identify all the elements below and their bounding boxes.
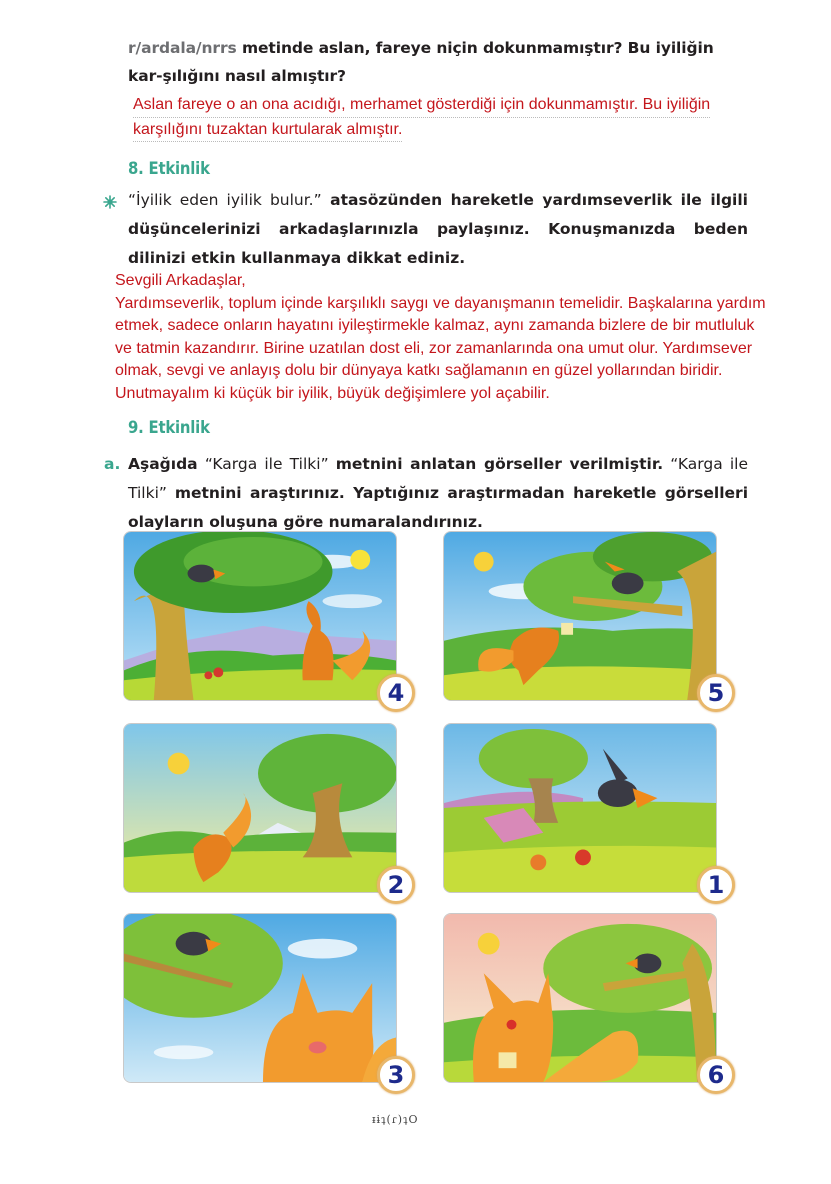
story-image-crow-steals-cheese xyxy=(443,723,717,893)
answer-line: karşılığını tuzaktan kurtularak almıştır. xyxy=(133,118,402,143)
activity-9-instruction xyxy=(128,450,748,537)
answer-line: Sevgili Arkadaşlar, xyxy=(115,272,246,289)
page-footer-mark: ᵻɨʇ(ɾ)ʇO xyxy=(372,1113,419,1126)
fox-cheese-illustration xyxy=(444,914,716,1082)
instruction-text: atasözünden hareketle yardımseverlik ile ilgili düşüncelerinizi arkadaşlarınızla paylaşınız. Konuşmanızda beden dilinizi etkin kullanmaya dikkat ediniz. xyxy=(128,191,748,267)
number-badge: 6 xyxy=(697,1056,735,1094)
answer-line: olmak, sevgi ve anlayış dolu bir dünyaya katkı sağlamanın en güzel yollarından biridir. xyxy=(115,362,723,380)
answer-line: Aslan fareye o an ona acıdığı, merhamet gösterdiği için dokunmamıştır. Bu iyiliğin xyxy=(133,93,710,118)
question-text xyxy=(128,34,750,90)
answer-line: ve tatmin kazandırır. Birine uzatılan dost eli, zor zamanlarında ona umut olur. Yardımsever xyxy=(115,339,753,357)
fox-sitting-illustration xyxy=(124,532,396,700)
star-burst-icon xyxy=(103,195,117,209)
story-image-fox-running-cheese xyxy=(443,531,717,701)
instruction-bold: metnini araştırınız. Yaptığınız araştırmadan hareketle görselleri olayların oluşuna göre numaralandırınız. xyxy=(128,484,749,531)
activity-8-heading: 8. Etkinlik xyxy=(128,159,210,178)
activity-8-instruction xyxy=(128,186,748,273)
story-image-fox-walking xyxy=(123,723,397,893)
story-title: “Karga ile Tilki” xyxy=(197,455,336,473)
fox-walking-illustration xyxy=(124,724,396,892)
fox-running-illustration xyxy=(444,532,716,700)
answer-line: etmek, sadece onların hayatını iyileştirmekle kalmaz, aynı zamanda bizlere de bir mutluluk xyxy=(115,317,755,335)
story-title: “Karga ile Tilki” xyxy=(128,455,748,502)
story-image-fox-scheming xyxy=(123,913,397,1083)
instruction-bold: metnini anlatan görseller verilmiştir. xyxy=(335,455,664,473)
question-body: metinde aslan, fareye niçin dokunmamıştır? Bu iyiliğin kar-şılığını nasıl almıştır? xyxy=(128,39,714,85)
item-label-a: a. xyxy=(104,455,121,473)
proverb-quote: “İyilik eden iyilik bulur.” xyxy=(128,191,322,209)
answer-line: Unutmayalım ki küçük bir iyilik, büyük değişimlere yol açabilir. xyxy=(115,384,550,402)
garbled-text-prefix: r/ardala/nrrs xyxy=(128,39,237,57)
number-badge: 1 xyxy=(697,866,735,904)
activity-9-heading: 9. Etkinlik xyxy=(128,418,210,437)
story-image-fox-with-cheese xyxy=(443,913,717,1083)
story-image-fox-sitting xyxy=(123,531,397,701)
answer-question xyxy=(133,93,793,142)
instruction-bold: Aşağıda xyxy=(128,455,198,473)
number-badge: 5 xyxy=(697,674,735,712)
number-badge: 2 xyxy=(377,866,415,904)
answer-activity-8 xyxy=(115,270,831,406)
crow-picnic-illustration xyxy=(444,724,716,892)
answer-line: Yardımseverlik, toplum içinde karşılıklı saygı ve dayanışmanın temelidir. Başkalarına yardım xyxy=(115,294,766,312)
number-badge: 3 xyxy=(377,1056,415,1094)
number-badge: 4 xyxy=(377,674,415,712)
fox-scheming-illustration xyxy=(124,914,396,1082)
